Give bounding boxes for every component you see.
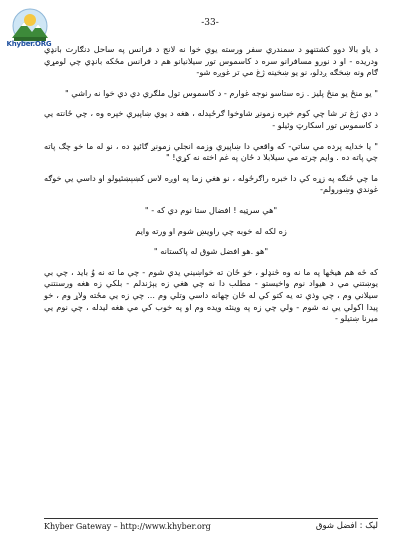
paragraph: د ياو بالا دوو کشتنهو د سمندري سفر ورسته يوي خوا نه لانج د فرانس په ساحل دنګارت بانډي ودريده - او د نورو مسافرانو سره د کاسموس تور سيلانيانو هم د فرانس مځکه بانډي چي لومړي ګام ونه ښخګه ږدلو، نو يو ښخينه ژغ مي تر غوږه شو- xyxy=(44,44,378,78)
paragraph: "هو .هو افضل شوق له پاکستانه " xyxy=(153,246,269,257)
footer-website: Khyber Gateway – http://www.khyber.org xyxy=(44,522,211,531)
paragraph: د دي ژغ تر شا چي کوم خپره زمونږ شاوخوا ګرځېدله ، هغه د يوي ښاپيري خپره وه ، چي ځانته يي د کاسموس تور اسکارټ وئيلو - xyxy=(44,108,378,130)
paragraph: ما چي ځنګه په زړه کي دا خبره راګرځوله ، نو هغي زما په اوږه لاس کښېښئيولو او داسي يي خوګه غوندي وښورولم- xyxy=(44,172,378,195)
paragraph: که څه هم هيڅها په ما نه وه څنډلو ، خو ځان ته خواښيني يدي شوم - چي ما ته نه وُ بايد ، چي بي يوښتني مي د هيواد نوم واخيستو - مطلب دا نه چي هغي زه يېژندلم - بلکي زه هغه ورسنتني سيلاني وم ، چي وذي ته يه کتو کي له ځان چهانه داسي وتلي وم ... چي زه يي مځته ولاړ وم ، خو پيدا اکولي يي نه شوم - ولي چي زه په وينئه ويده وم او په خوب کي مي هغه ليدله ، چي نوم يي ميرنا ښتيلو - xyxy=(44,266,378,324)
body-text xyxy=(44,44,378,334)
footer-divider xyxy=(44,518,378,519)
paragraph: " يو منځ يو منځ پليز . زه ستاسو نوجه غوارم - د کاسموس تول ملګري دي دي خوا نه راشي " xyxy=(64,87,378,98)
paragraph: " يا خدايه پرده مي ساتي- که واقعي دا ښاپيري وزمه انجلي زمونږ ګائيډ ده ، نو له ما خو چګ پاته چي پاته ده . وايم چرته مي سيلابلا د ځان په غم اخته نه کړي! " xyxy=(44,140,378,163)
footer-author: ليک : افضل شوق xyxy=(315,521,378,531)
page-number: -33- xyxy=(201,18,219,28)
paragraph: زه لکه له خوبه چي راويښ شوم او ورته وايم xyxy=(135,225,287,236)
logo-text: Khyber.ORG xyxy=(6,40,52,48)
paragraph: "هي سرټيه ! افضال ستا نوم دي که - " xyxy=(144,204,278,215)
